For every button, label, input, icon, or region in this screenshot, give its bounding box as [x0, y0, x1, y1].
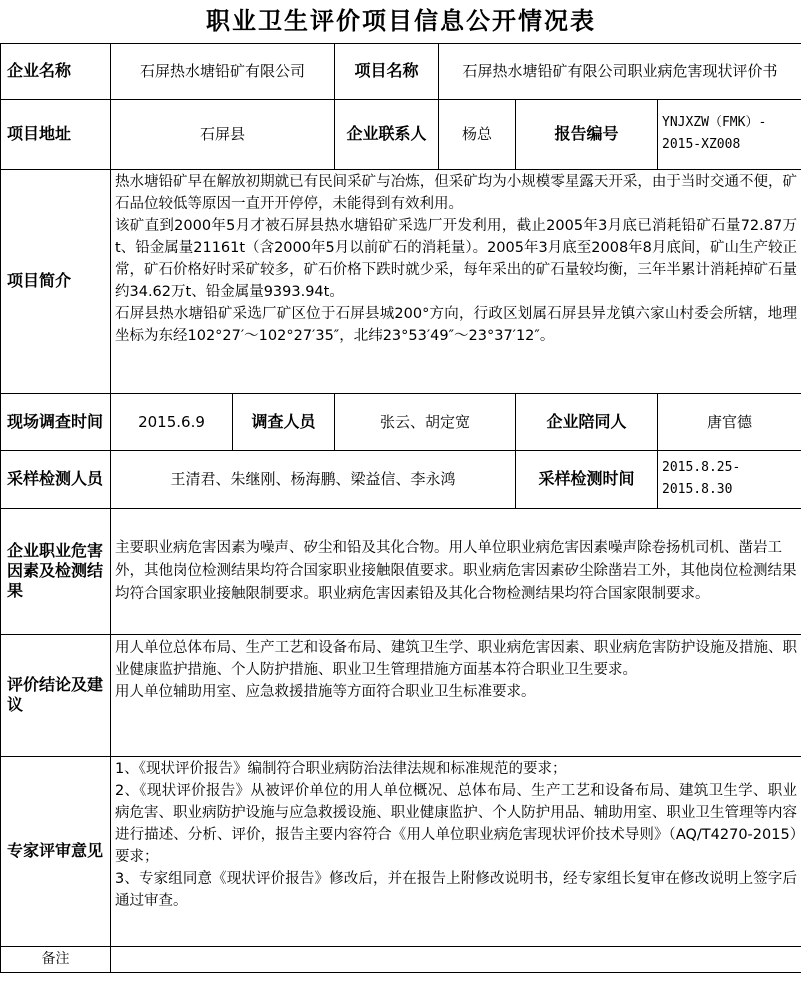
conclusion-paragraph: 用人单位辅助用室、应急救援措施等方面符合职业卫生标准要求。 — [115, 683, 536, 700]
sampling-time-line1: 2015.8.25- — [662, 460, 741, 475]
sampling-time-label: 采样检测时间 — [516, 450, 658, 508]
title-row — [1, 0, 801, 43]
survey-time-value: 2015.6.9 — [111, 393, 233, 450]
expert-opinion-item: 3、专家组同意《现状评价报告》修改后，并在报告上附修改说明书，经专家组长复审在修改说明上签字后通过审查。 — [115, 870, 797, 909]
expert-opinion-label: 专家评审意见 — [1, 756, 111, 946]
remark-value — [111, 946, 801, 972]
report-no-line1: YNJXZW（FMK）- — [662, 115, 767, 130]
sampling-time-line2: 2015.8.30 — [662, 482, 733, 497]
conclusion-label: 评价结论及建议 — [1, 634, 111, 756]
project-name-value: 石屏热水塘铅矿有限公司职业病危害现状评价书 — [439, 43, 801, 99]
hazards-value: 主要职业病危害因素为噪声、矽尘和铅及其化合物。用人单位职业病危害因素噪声除卷扬机司机、凿岩工外，其他岗位检测结果均符合国家职业接触限值要求。职业病危害因素矽尘除凿岩工外，其他岗位检测结果均符合国家职业接触限制要求。职业病危害因素铅及其化合物检测结果均符合国家限制要求。 — [111, 508, 801, 634]
company-name-label: 企业名称 — [1, 43, 111, 99]
intro-paragraph: 石屏县热水塘铅矿采选厂矿区位于石屏县城200°方向，行政区划属石屏县异龙镇六家山村委会所辖，地理坐标为东经102°27′～102°27′35″，北纬23°53′49″～23°37′12″。 — [115, 305, 797, 344]
report-no-line2: 2015-XZ008 — [662, 137, 741, 152]
company-escort-label: 企业陪同人 — [516, 393, 658, 450]
company-row — [1, 43, 801, 99]
remark-row — [1, 946, 801, 972]
intro-paragraph: 热水塘铅矿早在解放初期就已有民间采矿与冶炼，但采矿均为小规模零星露天开采，由于当时交通不便，矿石品位较低等原因一直开开停停，未能得到有效利用。 — [115, 173, 797, 212]
surveyors-label: 调查人员 — [233, 393, 335, 450]
sampling-row — [1, 450, 801, 508]
project-name-label: 项目名称 — [335, 43, 439, 99]
project-intro-label: 项目简介 — [1, 169, 111, 393]
hazards-label: 企业职业危害因素及检测结果 — [1, 508, 111, 634]
survey-time-label: 现场调查时间 — [1, 393, 111, 450]
report-no-value — [658, 99, 801, 169]
project-intro-value — [111, 169, 801, 393]
project-address-value: 石屏县 — [111, 99, 335, 169]
conclusion-paragraph: 用人单位总体布局、生产工艺和设备布局、建筑卫生学、职业病危害因素、职业病危害防护设施及措施、职业健康监护措施、个人防护措施、职业卫生管理措施方面基本符合职业卫生要求。 — [115, 639, 797, 678]
conclusion-value — [111, 634, 801, 756]
company-name-value: 石屏热水塘铅矿有限公司 — [111, 43, 335, 99]
remark-label: 备注 — [1, 946, 111, 972]
address-row — [1, 99, 801, 169]
surveyors-value: 张云、胡定宽 — [335, 393, 516, 450]
sampling-staff-label: 采样检测人员 — [1, 450, 111, 508]
conclusion-row — [1, 634, 801, 756]
company-contact-value: 杨总 — [439, 99, 516, 169]
intro-row — [1, 169, 801, 393]
expert-opinion-item: 2、《现状评价报告》从被评价单位的用人单位概况、总体布局、生产工艺和设备布局、建筑卫生学、职业病危害、职业病防护设施与应急救援设施、职业健康监护、个人防护用品、辅助用室、职业卫生管理等内容进行描述、分析、评价，报告主要内容符合《用人单位职业病危害现状评价技术导则》（AQ/T4270-2015）要求； — [115, 782, 797, 865]
expert-opinion-item: 1、《现状评价报告》编制符合职业病防治法律法规和标准规范的要求； — [115, 760, 567, 777]
project-address-label: 项目地址 — [1, 99, 111, 169]
sampling-staff-value: 王清君、朱继刚、杨海鹏、梁益信、李永鸿 — [111, 450, 516, 508]
survey-row — [1, 393, 801, 450]
report-no-label: 报告编号 — [516, 99, 658, 169]
sampling-time-value — [658, 450, 801, 508]
page-title: 职业卫生评价项目信息公开情况表 — [1, 0, 801, 43]
expert-opinion-value — [111, 756, 801, 946]
expert-row — [1, 756, 801, 946]
hazards-row — [1, 508, 801, 634]
intro-paragraph: 该矿直到2000年5月才被石屏县热水塘铅矿采选厂开发利用，截止2005年3月底已消耗铅矿石量72.87万t、铅金属量21161t（含2000年5月以前矿石的消耗量）。2005年3月底至2008年8月底间，矿山生产较正常，矿石价格好时采矿较多，矿石价格下跌时就少采，每年采出的矿石量较均衡，三年半累计消耗掉矿石量约34.62万t、铅金属量9393.94t。 — [115, 217, 797, 300]
company-contact-label: 企业联系人 — [335, 99, 439, 169]
company-escort-value: 唐官德 — [658, 393, 801, 450]
